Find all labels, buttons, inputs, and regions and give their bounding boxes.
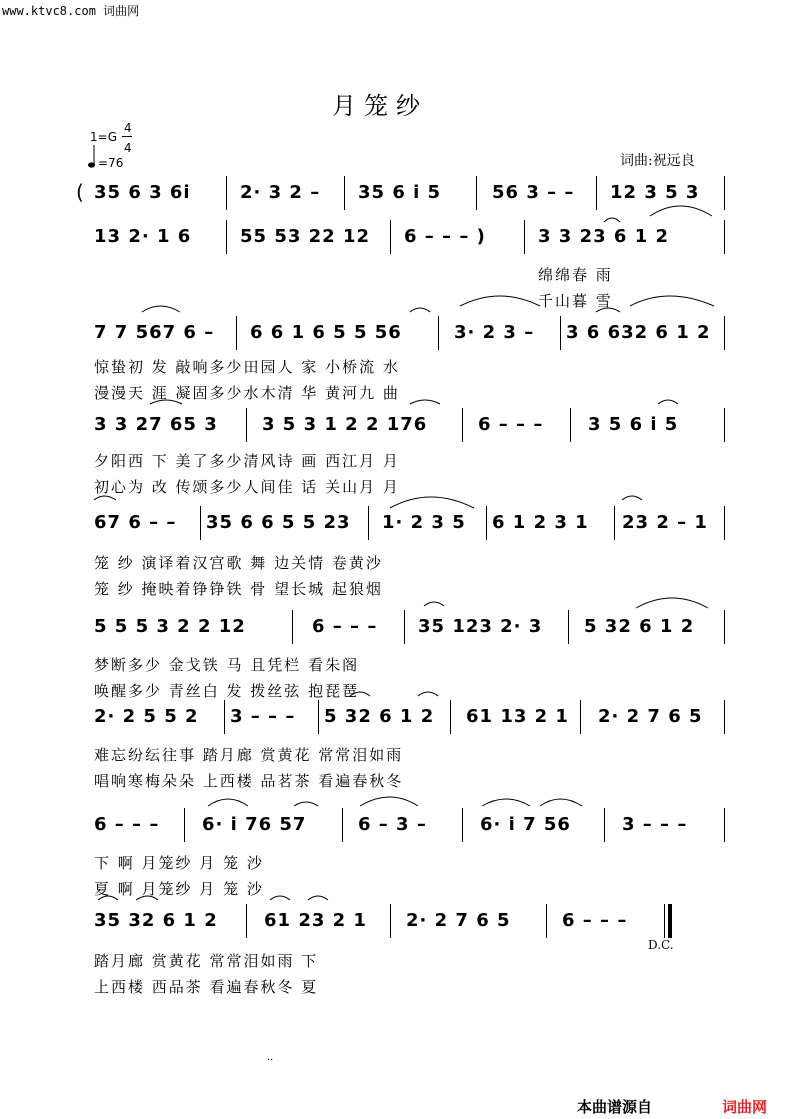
- quarter-note-icon: [88, 145, 96, 169]
- staff-row-3: [0, 316, 790, 356]
- measure: 6· i 76 57: [202, 814, 307, 835]
- lyricist-composer: 词曲:祝远良: [620, 153, 695, 169]
- measure: 35 6 i 5: [358, 182, 442, 203]
- staff-row-5: [0, 506, 790, 546]
- lyric-line-7b: 夏 啊 月笼纱 月 笼 沙: [94, 880, 264, 898]
- bar-line: [580, 700, 581, 734]
- da-capo-marking: D.C.: [648, 938, 674, 952]
- bar-line: [236, 316, 237, 350]
- bar-line: [724, 700, 725, 734]
- bar-line: [342, 808, 343, 842]
- bar-line: [226, 176, 227, 210]
- measure: 1· 2 3 5: [382, 512, 466, 533]
- measure: 6 6 1 6 5 5 56: [250, 322, 402, 343]
- staff-row-7: [0, 700, 790, 740]
- bar-line: [724, 220, 725, 254]
- lyric-line-8a: 踏月廊 赏黄花 常常泪如雨 下: [94, 952, 319, 970]
- bar-line: [614, 506, 615, 540]
- repeat-open-paren: (: [76, 180, 84, 204]
- lyric-line-3b: 初心为 改 传颂多少人间佳 话 关山月 月: [94, 478, 400, 496]
- bar-line: [318, 700, 319, 734]
- measure: 35 32 6 1 2: [94, 910, 218, 931]
- bar-line: [546, 904, 547, 938]
- measure: 3 5 3 1 2 2 176: [262, 414, 428, 435]
- bar-line: [568, 610, 569, 644]
- bar-line: [724, 316, 725, 350]
- bar-line: [724, 176, 725, 210]
- bar-line: [438, 316, 439, 350]
- tempo-marking: =76: [98, 156, 124, 170]
- lyric-line-4a: 笼 纱 演译着汉宫歌 舞 边关情 卷黄沙: [94, 554, 383, 572]
- staff-row-8: [0, 808, 790, 848]
- measure: 3· 2 3 –: [454, 322, 535, 343]
- measure: 13 2· 1 6: [94, 226, 192, 247]
- staff-row-4: [0, 408, 790, 448]
- bar-line: [724, 408, 725, 442]
- bar-line: [292, 610, 293, 644]
- lyric-line-5a: 梦断多少 金戈铁 马 且凭栏 看朱阁: [94, 656, 360, 674]
- measure: 35 6 6 5 5 23: [206, 512, 351, 533]
- measure: 7 7 567 6 –: [94, 322, 215, 343]
- bar-line: [462, 808, 463, 842]
- bar-line: [344, 176, 345, 210]
- bar-line: [246, 408, 247, 442]
- measure: 2· 2 7 6 5: [598, 706, 703, 727]
- staff-row-2: [0, 220, 790, 260]
- lyric-line-4b: 笼 纱 掩映着铮铮铁 骨 望长城 起狼烟: [94, 580, 383, 598]
- lyric-line-3a: 夕阳西 下 美了多少清风诗 画 西江月 月: [94, 452, 400, 470]
- measure: 3 – – –: [230, 706, 296, 727]
- measure: 35 6 3 6i: [94, 182, 191, 203]
- measure: 67 6 – –: [94, 512, 177, 533]
- song-title: 月笼纱: [332, 92, 428, 120]
- bar-line: [368, 506, 369, 540]
- lyric-line-2b: 漫漫天 涯 凝固多少水木清 华 黄河九 曲: [94, 384, 400, 402]
- bar-line: [560, 316, 561, 350]
- bar-line: [450, 700, 451, 734]
- footer-source-text: 本曲谱源自: [577, 1098, 653, 1116]
- lyric-line-8b: 上西楼 西品茶 看遍春秋冬 夏: [94, 978, 319, 996]
- measure: 23 2 – 1: [622, 512, 708, 533]
- bar-line: [246, 904, 247, 938]
- measure: 61 23 2 1: [264, 910, 367, 931]
- measure: 6 – – – ): [404, 226, 486, 247]
- staff-row-6: [0, 610, 790, 650]
- key-signature: 1=G: [90, 130, 117, 144]
- bar-line: [184, 808, 185, 842]
- lyric-line-1b: 千山暮 雪: [538, 292, 613, 310]
- final-bar-line: [664, 904, 665, 938]
- bar-line: [390, 904, 391, 938]
- lyric-line-7a: 下 啊 月笼纱 月 笼 沙: [94, 854, 264, 872]
- measure: 3 – – –: [622, 814, 688, 835]
- measure: 6 – – –: [94, 814, 160, 835]
- measure: 6 – – –: [312, 616, 378, 637]
- measure: 12 3 5 3: [610, 182, 700, 203]
- time-signature-top: 4: [124, 121, 132, 135]
- measure: 6 – 3 –: [358, 814, 427, 835]
- bar-line: [390, 220, 391, 254]
- measure: 6 – – –: [478, 414, 544, 435]
- bar-line: [486, 506, 487, 540]
- measure: 6· i 7 56: [480, 814, 571, 835]
- lyric-line-5b: 唤醒多少 青丝白 发 拨丝弦 抱琵琶: [94, 682, 360, 700]
- bar-line: [226, 220, 227, 254]
- stray-mark: ..: [267, 1052, 274, 1063]
- measure: 6 – – –: [562, 910, 628, 931]
- measure: 2· 3 2 –: [240, 182, 321, 203]
- bar-line: [570, 408, 571, 442]
- lyric-line-2a: 惊蛰初 发 敲响多少田园人 家 小桥流 水: [94, 358, 400, 376]
- measure: 3 3 23 6 1 2: [538, 226, 670, 247]
- staff-row-1: [0, 176, 790, 216]
- lyric-line-6b: 唱响寒梅朵朵 上西楼 品茗茶 看遍春秋冬: [94, 772, 404, 790]
- measure: 56 3 – –: [492, 182, 575, 203]
- bar-line: [596, 176, 597, 210]
- measure: 35 123 2· 3: [418, 616, 543, 637]
- measure: 3 3 27 65 3: [94, 414, 218, 435]
- bar-line: [224, 700, 225, 734]
- measure: 3 6 632 6 1 2: [566, 322, 711, 343]
- measure: 3 5 6 i 5: [588, 414, 679, 435]
- site-watermark: www.ktvc8.com 词曲网: [2, 4, 140, 18]
- measure: 2· 2 7 6 5: [406, 910, 511, 931]
- final-bar-line-thick: [668, 904, 672, 938]
- footer-logo[interactable]: 词曲网: [722, 1098, 768, 1116]
- bar-line: [724, 506, 725, 540]
- lyric-line-1a: 绵绵春 雨: [538, 266, 613, 284]
- bar-line: [476, 176, 477, 210]
- measure: 5 32 6 1 2: [324, 706, 435, 727]
- measure: 6 1 2 3 1: [492, 512, 589, 533]
- bar-line: [724, 610, 725, 644]
- bar-line: [462, 408, 463, 442]
- measure: 5 5 5 3 2 2 12: [94, 616, 246, 637]
- bar-line: [200, 506, 201, 540]
- bar-line: [404, 610, 405, 644]
- bar-line: [524, 220, 525, 254]
- measure: 55 53 22 12: [240, 226, 370, 247]
- bar-line: [724, 808, 725, 842]
- time-signature-line: [122, 136, 132, 137]
- bar-line: [604, 808, 605, 842]
- measure: 2· 2 5 5 2: [94, 706, 199, 727]
- measure: 61 13 2 1: [466, 706, 569, 727]
- lyric-line-6a: 难忘纷纭往事 踏月廊 赏黄花 常常泪如雨: [94, 746, 404, 764]
- time-signature-bottom: 4: [124, 141, 132, 155]
- measure: 5 32 6 1 2: [584, 616, 695, 637]
